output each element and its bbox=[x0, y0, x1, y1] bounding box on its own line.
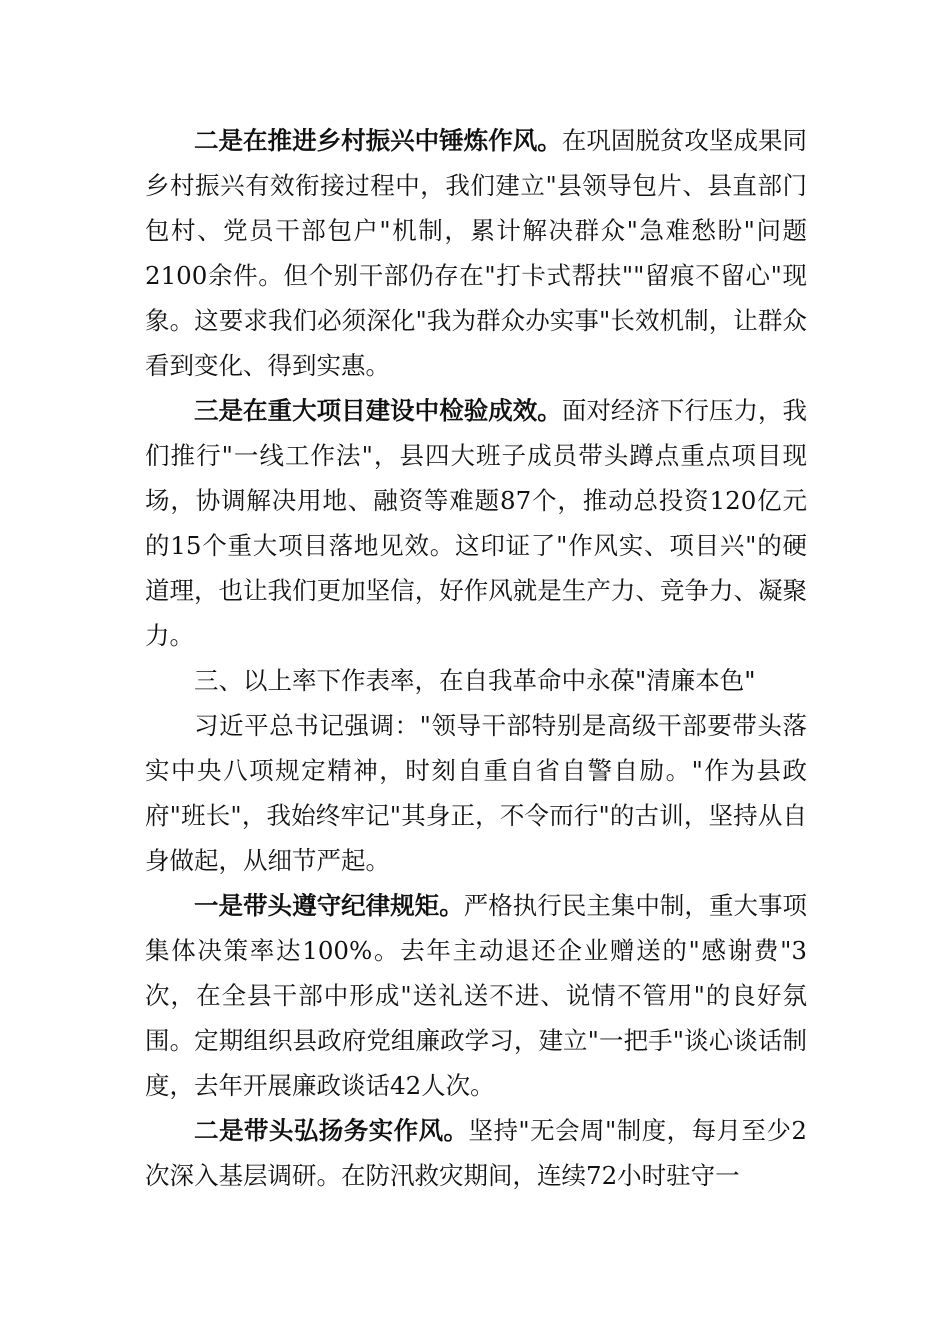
paragraph-rural-revitalization bbox=[145, 118, 807, 388]
paragraph-text: 坚持"无会周"制度，每月至少2次深入基层调研。在防汛救灾期间，连续72小时驻守一 bbox=[145, 1116, 808, 1190]
section-intro: 习近平总书记强调："领导干部特别是高级干部要带头落实中央八项规定精神，时刻自重自省自警自励。"作为县政府"班长"，我始终牢记"其身正，不令而行"的古训，坚持从自身做起，从细节严起。 bbox=[145, 711, 807, 875]
paragraph-text: 面对经济下行压力，我们推行"一线工作法"，县四大班子成员带头蹲点重点项目现场，协调解决用地、融资等难题87个，推动总投资120亿元的15个重大项目落地见效。这印证了"作风实、项目兴"的硬道理，也让我们更加坚信，好作风就是生产力、竞争力、凝聚力。 bbox=[145, 396, 807, 650]
paragraph-pragmatic-style bbox=[145, 1108, 807, 1198]
paragraph-lead: 二是带头弘扬务实作风。 bbox=[194, 1116, 469, 1145]
paragraph-text: 严格执行民主集中制，重大事项集体决策率达100%。去年主动退还企业赠送的"感谢费"3次，在全县干部中形成"送礼送不进、说情不管用"的良好氛围。定期组织县政府党组廉政学习，建立"一把手"谈心谈话制度，去年开展廉政谈话42人次。 bbox=[145, 891, 808, 1100]
paragraph-major-projects bbox=[145, 388, 807, 658]
paragraph-lead: 二是在推进乡村振兴中锤炼作风。 bbox=[194, 126, 562, 155]
document-body bbox=[145, 118, 807, 1198]
paragraph-text: 在巩固脱贫攻坚成果同乡村振兴有效衔接过程中，我们建立"县领导包片、县直部门包村、党员干部包户"机制，累计解决群众"急难愁盼"问题2100余件。但个别干部仍存在"打卡式帮扶""留痕不留心"现象。这要求我们必须深化"我为群众办实事"长效机制，让群众看到变化、得到实惠。 bbox=[145, 126, 807, 380]
paragraph-discipline bbox=[145, 883, 807, 1108]
section-heading: 三、以上率下作表率，在自我革命中永葆"清廉本色" bbox=[194, 666, 756, 695]
paragraph-lead: 一是带头遵守纪律规矩。 bbox=[194, 891, 464, 920]
paragraph-lead: 三是在重大项目建设中检验成效。 bbox=[194, 396, 562, 425]
